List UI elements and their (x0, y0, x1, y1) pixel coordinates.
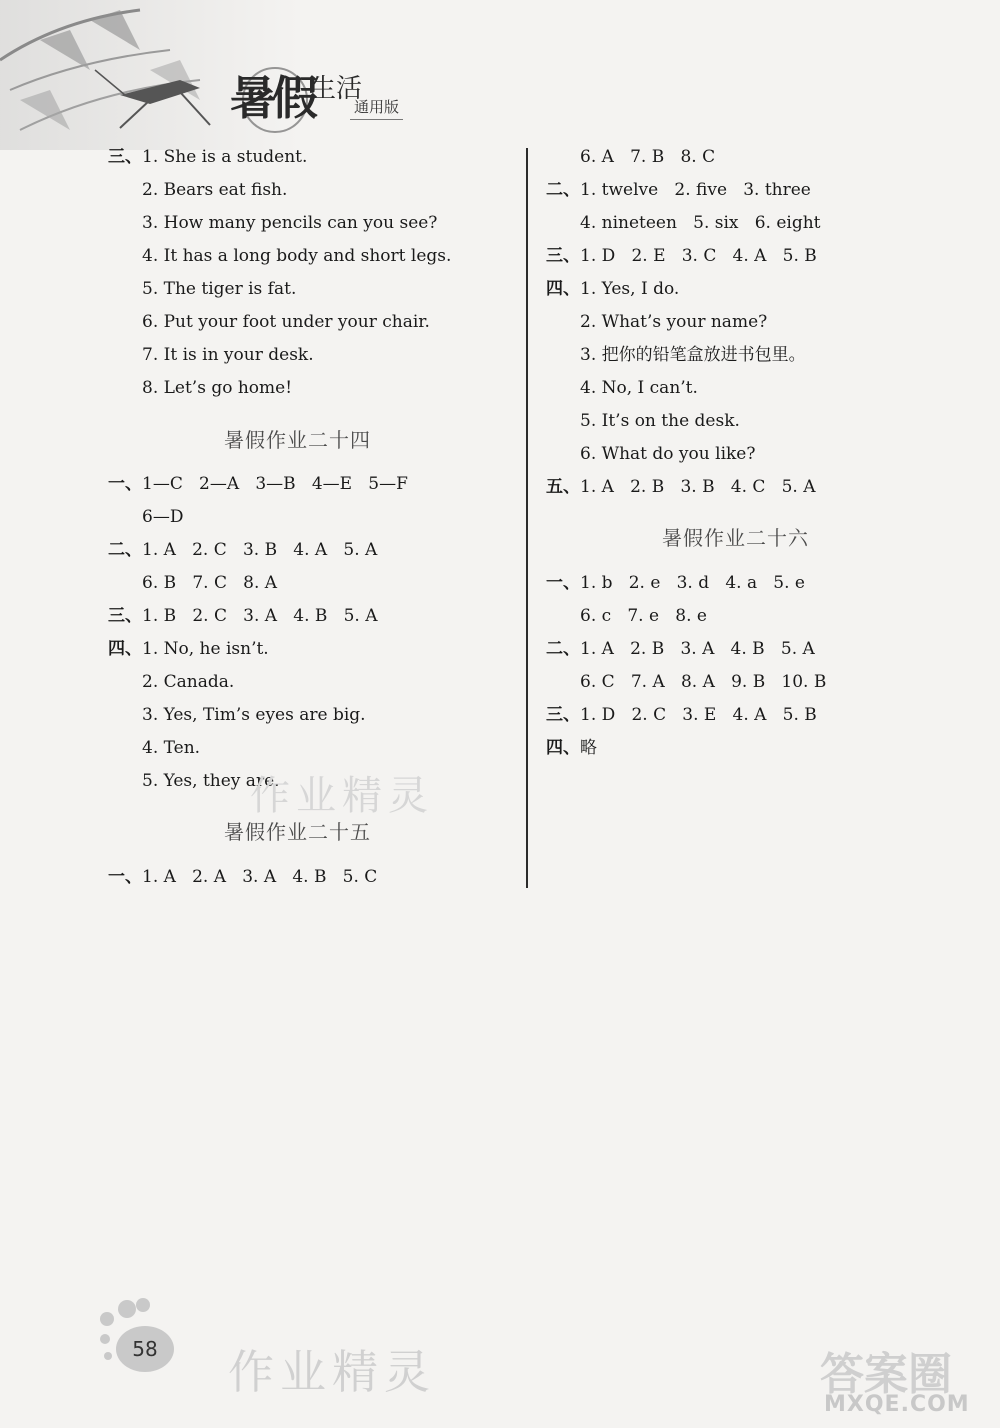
answer-text: 5. It’s on the desk. (580, 411, 740, 431)
decor-dot (100, 1312, 114, 1326)
section-label: 四、 (108, 639, 142, 659)
site-logo (820, 1338, 990, 1420)
answer-line (108, 146, 307, 168)
answer-line (580, 212, 821, 234)
answer-line (580, 410, 740, 432)
answer-text: 6. C 7. A 8. A 9. B 10. B (580, 672, 827, 692)
answer-text: 5. The tiger is fat. (142, 279, 297, 299)
answer-line (142, 572, 277, 594)
answer-line (580, 146, 715, 168)
watermark-mid: 作业精灵 (250, 773, 434, 819)
answer-text: 8. Let’s go home! (142, 378, 293, 398)
answer-line (580, 377, 698, 399)
answer-text: 4. nineteen 5. six 6. eight (580, 213, 821, 233)
answer-text: 略 (580, 738, 597, 758)
answer-text: 4. Ten. (142, 738, 201, 758)
answer-text: 1. A 2. B 3. B 4. C 5. A (580, 477, 816, 497)
answer-text: 2. Canada. (142, 672, 235, 692)
brand-main-text: 暑假 (230, 71, 314, 125)
answer-text: 1—C 2—A 3—B 4—E 5—F (142, 474, 408, 494)
section-label: 二、 (546, 180, 580, 200)
answer-line (142, 377, 292, 399)
section-title: 暑假作业二十四 (224, 428, 371, 452)
answer-text: 1. D 2. E 3. C 4. A 5. B (580, 246, 817, 266)
answer-text: 1. Yes, I do. (580, 279, 680, 299)
decor-dot (118, 1300, 136, 1318)
answer-text: 6. c 7. e 8. e (580, 606, 707, 626)
answer-line (108, 638, 269, 660)
answer-line (546, 572, 805, 594)
section-title: 暑假作业二十五 (224, 820, 371, 844)
answer-line (546, 737, 597, 759)
answer-line (142, 344, 314, 366)
answer-line (142, 704, 366, 726)
answer-text: 6—D (142, 507, 184, 527)
answer-text: 6. Put your foot under your chair. (142, 312, 430, 332)
answer-line (142, 245, 451, 267)
answer-text: 7. It is in your desk. (142, 345, 314, 365)
answer-text: 5. Yes, they are. (142, 771, 280, 791)
answer-line (546, 476, 816, 498)
section-label: 二、 (108, 540, 142, 560)
section-label: 四、 (546, 279, 580, 299)
answer-line (580, 311, 767, 333)
answer-line (580, 605, 707, 627)
logo-top-text: 答案圈 (820, 1349, 952, 1400)
answer-text: 4. No, I can’t. (580, 378, 698, 398)
section-label: 一、 (546, 573, 580, 593)
answer-text: 1. A 2. B 3. A 4. B 5. A (580, 639, 815, 659)
answer-text: 1. B 2. C 3. A 4. B 5. A (142, 606, 378, 626)
answer-line (142, 212, 437, 234)
answer-line (108, 605, 378, 627)
header-decoration (0, 0, 460, 150)
answer-text: 6. A 7. B 8. C (580, 147, 716, 167)
answer-text: 3. How many pencils can you see? (142, 213, 438, 233)
section-label: 三、 (546, 705, 580, 725)
section-title: 暑假作业二十六 (662, 526, 809, 550)
answer-text: 1. D 2. C 3. E 4. A 5. B (580, 705, 817, 725)
section-label: 三、 (546, 246, 580, 266)
answer-text: 1. b 2. e 3. d 4. a 5. e (580, 573, 805, 593)
section-label: 三、 (108, 147, 142, 167)
answer-line (546, 245, 817, 267)
section-label: 一、 (108, 474, 142, 494)
answer-line (546, 278, 679, 300)
answer-line (108, 473, 408, 495)
answer-text: 1. She is a student. (142, 147, 308, 167)
answer-line (580, 443, 755, 465)
answer-line (108, 539, 377, 561)
answer-text: 6. B 7. C 8. A (142, 573, 278, 593)
answer-line (142, 737, 200, 759)
answer-line (580, 344, 806, 366)
brand-sub-text: 生活 (310, 74, 363, 104)
answer-text: 2. What’s your name? (580, 312, 768, 332)
answer-line (142, 311, 430, 333)
edition-label: 通用版 (350, 96, 403, 120)
section-label: 二、 (546, 639, 580, 659)
answer-line (108, 866, 377, 888)
watermark-bottom: 作业精灵 (228, 1345, 436, 1399)
answer-line (142, 506, 183, 528)
answer-line (546, 638, 815, 660)
answer-text: 1. No, he isn’t. (142, 639, 269, 659)
decor-dot (136, 1298, 150, 1312)
answer-text: 2. Bears eat fish. (142, 180, 288, 200)
answer-line (580, 671, 826, 693)
logo-bottom-text: MXQE.COM (824, 1392, 970, 1417)
section-label: 一、 (108, 867, 142, 887)
answer-line (142, 179, 287, 201)
answer-line (142, 671, 234, 693)
answer-text: 3. 把你的铅笔盒放进书包里。 (580, 345, 806, 365)
answer-text: 6. What do you like? (580, 444, 756, 464)
answer-text: 4. It has a long body and short legs. (142, 246, 452, 266)
answer-line (546, 179, 811, 201)
brand-logo (230, 62, 430, 125)
answer-text: 1. A 2. A 3. A 4. B 5. C (142, 867, 378, 887)
answer-line (546, 704, 817, 726)
section-label: 三、 (108, 606, 142, 626)
answer-line (142, 278, 296, 300)
section-label: 五、 (546, 477, 580, 497)
section-label: 四、 (546, 738, 580, 758)
page-number: 58 (116, 1326, 174, 1372)
answer-text: 1. A 2. C 3. B 4. A 5. A (142, 540, 378, 560)
answer-text: 1. twelve 2. five 3. three (580, 180, 811, 200)
column-divider (526, 148, 528, 888)
decor-dot (100, 1334, 110, 1344)
decor-dot (104, 1352, 112, 1360)
answer-text: 3. Yes, Tim’s eyes are big. (142, 705, 366, 725)
